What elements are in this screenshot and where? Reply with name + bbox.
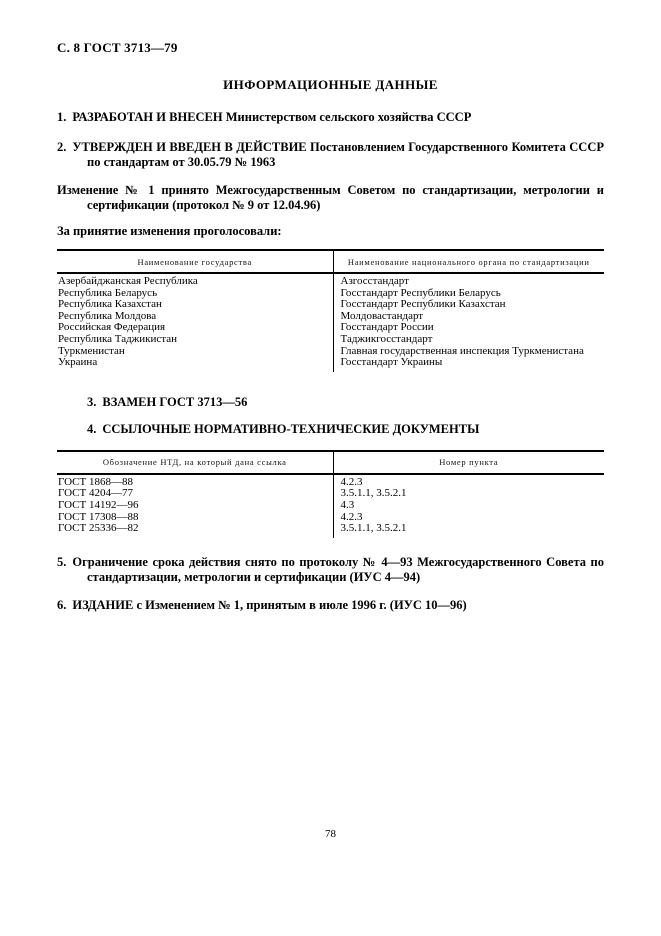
table-cell: Украина xyxy=(57,357,333,372)
table-cell: Госстандарт России xyxy=(340,322,434,334)
section-text: ВЗАМЕН ГОСТ 3713—56 xyxy=(102,394,248,409)
section-number: 4. xyxy=(87,421,97,436)
table-row xyxy=(57,288,604,300)
table-cell: Республика Молдова xyxy=(57,311,333,323)
table-cell: Таджикгосстандарт xyxy=(340,333,433,345)
table-cell: Республика Казахстан xyxy=(57,299,333,311)
section-number: 6. xyxy=(57,597,67,612)
section-text: УТВЕРЖДЕН И ВВЕДЕН В ДЕЙСТВИЕ Постановлением Государственного Комитета СССР по стандартам от 30.05.79 № 1963 xyxy=(72,140,604,169)
page-number: 78 xyxy=(325,828,336,840)
table-row xyxy=(57,299,604,311)
table-cell: Азгосстандарт xyxy=(340,275,409,287)
section-text: ИЗДАНИЕ с Изменением № 1, принятым в июле 1996 г. (ИУС 10—96) xyxy=(72,597,467,612)
table-cell: Республика Таджикистан xyxy=(57,334,333,346)
table-row xyxy=(57,334,604,346)
column-header-state: Наименование государства xyxy=(57,250,333,273)
table-cell: ГОСТ 4204—77 xyxy=(57,488,333,500)
section-number: 1. xyxy=(57,110,67,124)
table-row xyxy=(57,346,604,358)
reference-table xyxy=(57,450,604,538)
table-row xyxy=(57,311,604,323)
section-number: 3. xyxy=(87,394,97,409)
section-approved xyxy=(57,140,604,170)
section-text: РАЗРАБОТАН И ВНЕСЕН Министерством сельского хозяйства СССР xyxy=(72,110,472,124)
table-cell: Молдовастандарт xyxy=(340,310,424,322)
column-header-body: Наименование национального органа по стандартизации xyxy=(333,250,604,273)
table-row xyxy=(57,474,604,489)
vote-table-body xyxy=(57,273,604,372)
table-cell: Туркменистан xyxy=(57,346,333,358)
column-header-ntd: Обозначение НТД, на который дана ссылка xyxy=(57,451,333,474)
section-limitation xyxy=(57,555,604,585)
table-header-row xyxy=(57,451,604,474)
table-row xyxy=(57,500,604,512)
section-references-heading xyxy=(87,422,604,437)
page-title: ИНФОРМАЦИОННЫЕ ДАННЫЕ xyxy=(223,77,438,92)
table-cell: 4.2.3 xyxy=(340,475,363,488)
table-row xyxy=(57,322,604,334)
table-cell: Республика Беларусь xyxy=(57,288,333,300)
table-cell: 3.5.1.1, 3.5.2.1 xyxy=(340,488,407,500)
table-cell: Госстандарт Украины xyxy=(340,357,443,369)
column-header-clause: Номер пункта xyxy=(333,451,604,474)
table-row xyxy=(57,523,604,538)
table-cell: 4.3 xyxy=(340,499,355,511)
table-cell: Госстандарт Республики Беларусь xyxy=(340,287,501,299)
running-header: С. 8 ГОСТ 3713—79 xyxy=(57,40,178,55)
table-header-row xyxy=(57,250,604,273)
amendment-note: Изменение № 1 принято Межгосударственным Советом по стандартизации, метрологии и сертификации (протокол № 9 от 12.04.96) xyxy=(57,183,604,212)
table-row xyxy=(57,273,604,288)
table-cell: 4.2.3 xyxy=(340,511,363,523)
table-cell: Российская Федерация xyxy=(57,322,333,334)
table-row xyxy=(57,512,604,524)
table-cell: ГОСТ 25336—82 xyxy=(57,523,333,538)
table-row xyxy=(57,357,604,372)
table-cell: Госстандарт Республики Казахстан xyxy=(340,299,506,311)
table-cell: ГОСТ 17308—88 xyxy=(57,512,333,524)
table-cell: ГОСТ 14192—96 xyxy=(57,500,333,512)
section-text: ССЫЛОЧНЫЕ НОРМАТИВНО-ТЕХНИЧЕСКИЕ ДОКУМЕНТЫ xyxy=(102,421,480,436)
table-cell: ГОСТ 1868—88 xyxy=(57,474,333,489)
table-row xyxy=(57,488,604,500)
section-edition xyxy=(57,598,604,613)
section-number: 5. xyxy=(57,554,67,569)
table-cell: 3.5.1.1, 3.5.2.1 xyxy=(340,523,407,535)
section-developed xyxy=(57,110,604,125)
section-number: 2. xyxy=(57,140,67,154)
section-replaces xyxy=(87,395,604,410)
reference-table-body xyxy=(57,474,604,538)
table-cell: Азербайджанская Республика xyxy=(57,273,333,288)
table-cell: Главная государственная инспекция Туркменистана xyxy=(340,345,584,357)
vote-table xyxy=(57,249,604,372)
vote-intro: За принятие изменения проголосовали: xyxy=(57,224,282,238)
section-text: Ограничение срока действия снято по протоколу № 4—93 Межгосударственного Совета по стандартизации, метрологии и сертификации (ИУС 4—94) xyxy=(72,554,604,584)
